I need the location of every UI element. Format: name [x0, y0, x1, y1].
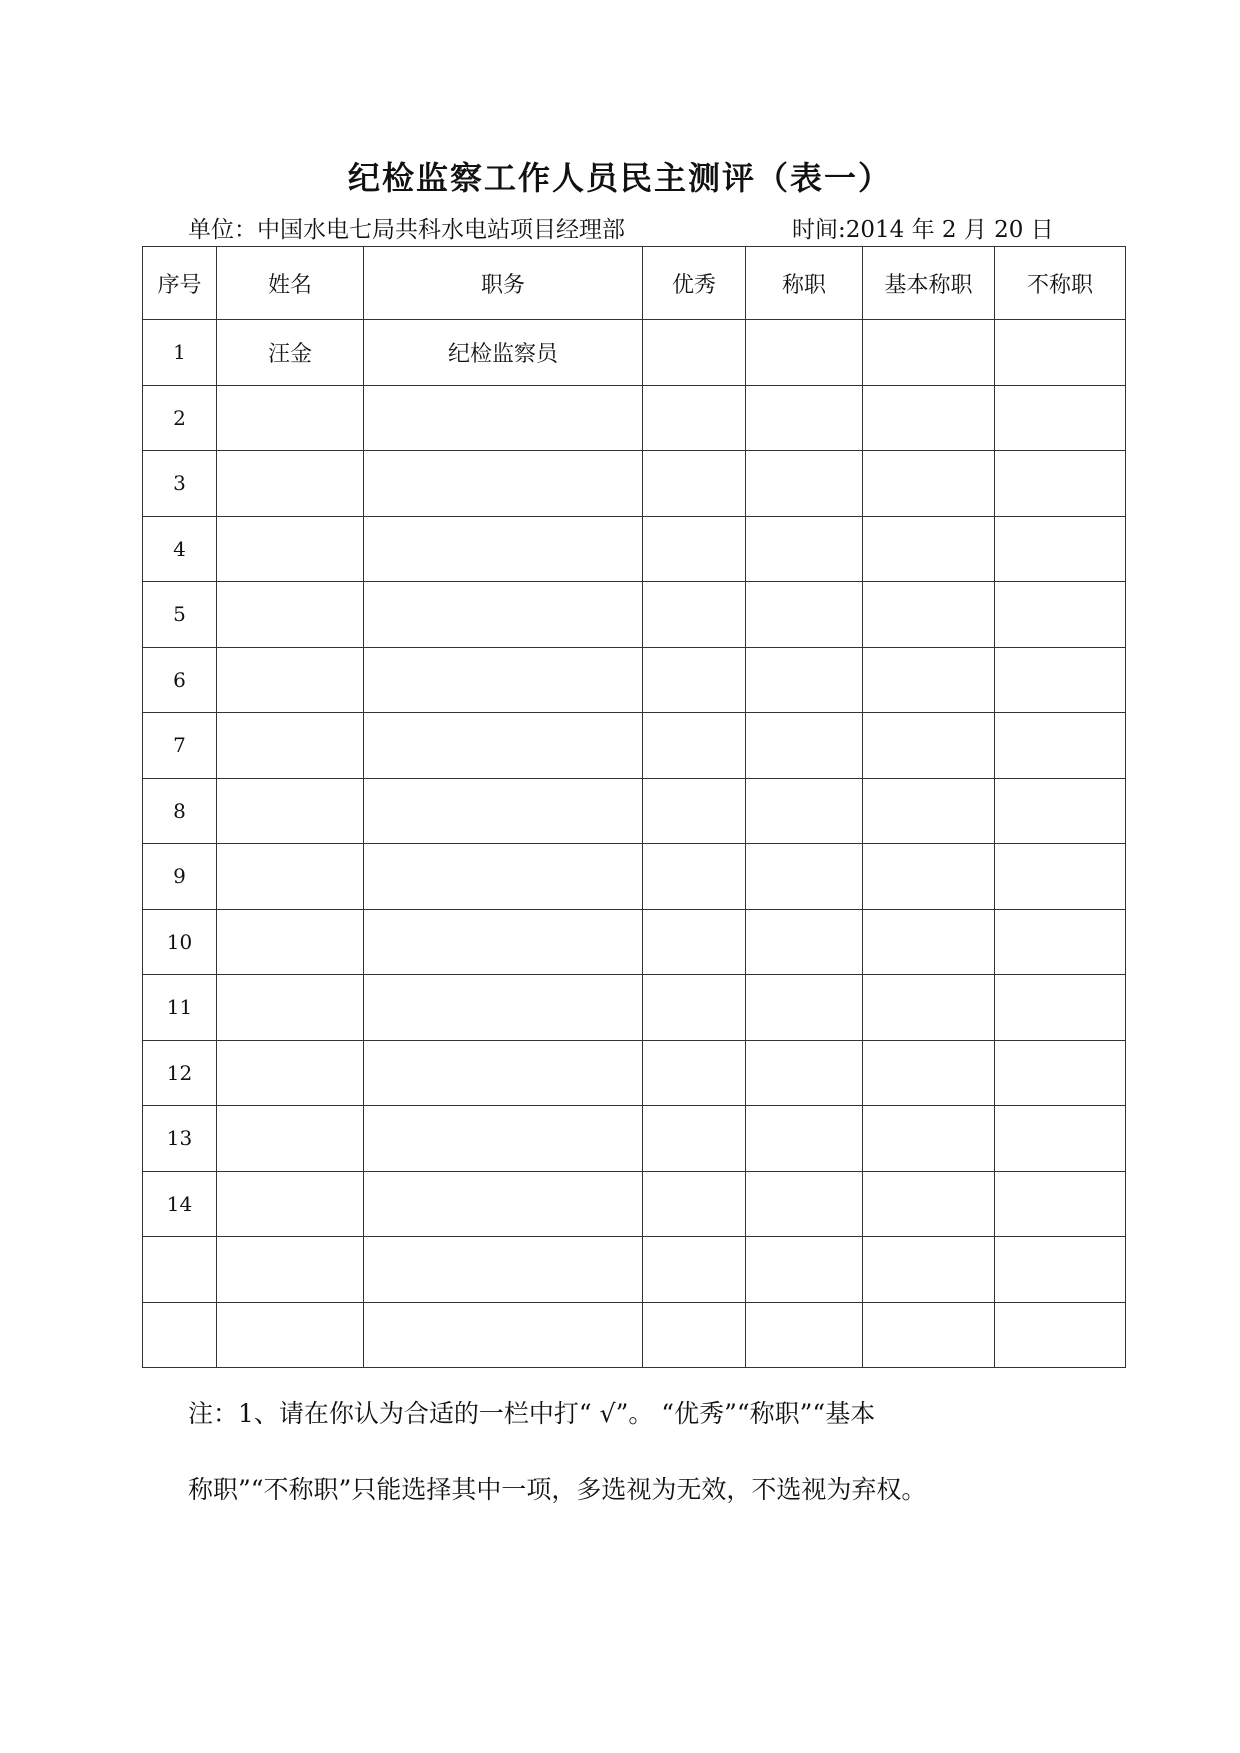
cell-incompetent[interactable] [995, 451, 1126, 517]
header-incompetent: 不称职 [995, 247, 1126, 320]
cell-incompetent[interactable] [995, 1106, 1126, 1172]
cell-competent[interactable] [746, 1237, 863, 1303]
cell-incompetent[interactable] [995, 1040, 1126, 1106]
cell-basically-competent[interactable] [863, 909, 995, 975]
cell-excellent[interactable] [643, 909, 746, 975]
cell-excellent[interactable] [643, 1106, 746, 1172]
cell-index [143, 1302, 217, 1368]
cell-competent[interactable] [746, 320, 863, 386]
table-row [143, 320, 1126, 386]
cell-position [364, 1302, 643, 1368]
cell-excellent[interactable] [643, 320, 746, 386]
table-row [143, 1302, 1126, 1368]
table-row [143, 516, 1126, 582]
cell-position [364, 975, 643, 1041]
cell-incompetent[interactable] [995, 385, 1126, 451]
cell-index: 12 [143, 1040, 217, 1106]
table-row [143, 582, 1126, 648]
cell-position [364, 909, 643, 975]
cell-index: 6 [143, 647, 217, 713]
cell-competent[interactable] [746, 778, 863, 844]
cell-competent[interactable] [746, 582, 863, 648]
cell-position [364, 844, 643, 910]
cell-competent[interactable] [746, 647, 863, 713]
cell-excellent[interactable] [643, 844, 746, 910]
cell-competent[interactable] [746, 1302, 863, 1368]
cell-competent[interactable] [746, 975, 863, 1041]
cell-position [364, 1237, 643, 1303]
cell-competent[interactable] [746, 713, 863, 779]
cell-incompetent[interactable] [995, 516, 1126, 582]
table-row [143, 385, 1126, 451]
cell-basically-competent[interactable] [863, 1302, 995, 1368]
cell-position [364, 713, 643, 779]
table-row [143, 1237, 1126, 1303]
cell-competent[interactable] [746, 1106, 863, 1172]
cell-name [217, 713, 364, 779]
cell-excellent[interactable] [643, 1040, 746, 1106]
cell-excellent[interactable] [643, 451, 746, 517]
cell-basically-competent[interactable] [863, 1040, 995, 1106]
cell-position [364, 647, 643, 713]
cell-incompetent[interactable] [995, 975, 1126, 1041]
cell-basically-competent[interactable] [863, 713, 995, 779]
cell-name: 汪金 [217, 320, 364, 386]
cell-name [217, 1040, 364, 1106]
table-row [143, 647, 1126, 713]
cell-index: 1 [143, 320, 217, 386]
cell-name [217, 844, 364, 910]
cell-position [364, 778, 643, 844]
cell-incompetent[interactable] [995, 320, 1126, 386]
cell-incompetent[interactable] [995, 1237, 1126, 1303]
header-competent: 称职 [746, 247, 863, 320]
cell-excellent[interactable] [643, 1302, 746, 1368]
cell-basically-competent[interactable] [863, 1171, 995, 1237]
cell-competent[interactable] [746, 516, 863, 582]
cell-position [364, 385, 643, 451]
cell-incompetent[interactable] [995, 1302, 1126, 1368]
cell-position [364, 582, 643, 648]
cell-index [143, 1237, 217, 1303]
cell-index: 7 [143, 713, 217, 779]
cell-excellent[interactable] [643, 516, 746, 582]
cell-index: 13 [143, 1106, 217, 1172]
cell-basically-competent[interactable] [863, 1106, 995, 1172]
cell-basically-competent[interactable] [863, 385, 995, 451]
cell-incompetent[interactable] [995, 647, 1126, 713]
cell-name [217, 909, 364, 975]
cell-index: 10 [143, 909, 217, 975]
table-row [143, 778, 1126, 844]
table-row [143, 844, 1126, 910]
cell-index: 14 [143, 1171, 217, 1237]
cell-competent[interactable] [746, 451, 863, 517]
table-row [143, 1040, 1126, 1106]
cell-index: 9 [143, 844, 217, 910]
cell-position [364, 1040, 643, 1106]
note-block [188, 1376, 1088, 1528]
cell-name [217, 1302, 364, 1368]
cell-position [364, 516, 643, 582]
cell-excellent[interactable] [643, 582, 746, 648]
note-line-2: 称职”“不称职”只能选择其中一项，多选视为无效，不选视为弃权。 [188, 1475, 927, 1504]
document-title: 纪检监察工作人员民主测评（表一） [347, 159, 892, 197]
cell-incompetent[interactable] [995, 582, 1126, 648]
cell-name [217, 647, 364, 713]
table-body [143, 320, 1126, 1368]
cell-competent[interactable] [746, 1171, 863, 1237]
table-row [143, 713, 1126, 779]
cell-position [364, 451, 643, 517]
table-row [143, 451, 1126, 517]
unit-line: 单位：中国水电七局共科水电站项目经理部 [188, 217, 625, 243]
cell-basically-competent[interactable] [863, 844, 995, 910]
cell-competent[interactable] [746, 1040, 863, 1106]
cell-incompetent[interactable] [995, 1171, 1126, 1237]
cell-excellent[interactable] [643, 1237, 746, 1303]
cell-basically-competent[interactable] [863, 516, 995, 582]
header-name: 姓名 [217, 247, 364, 320]
cell-name [217, 1106, 364, 1172]
cell-index: 5 [143, 582, 217, 648]
cell-index: 8 [143, 778, 217, 844]
cell-index: 2 [143, 385, 217, 451]
cell-basically-competent[interactable] [863, 451, 995, 517]
cell-competent[interactable] [746, 844, 863, 910]
header-excellent: 优秀 [643, 247, 746, 320]
cell-basically-competent[interactable] [863, 582, 995, 648]
cell-name [217, 385, 364, 451]
cell-incompetent[interactable] [995, 844, 1126, 910]
cell-incompetent[interactable] [995, 713, 1126, 779]
cell-position: 纪检监察员 [364, 320, 643, 386]
cell-position [364, 1171, 643, 1237]
cell-index: 3 [143, 451, 217, 517]
cell-excellent[interactable] [643, 713, 746, 779]
time-line: 时间:2014 年 2 月 20 日 [792, 217, 1054, 243]
cell-incompetent[interactable] [995, 778, 1126, 844]
table-header-row [143, 247, 1126, 320]
cell-basically-competent[interactable] [863, 647, 995, 713]
cell-index: 4 [143, 516, 217, 582]
cell-competent[interactable] [746, 909, 863, 975]
cell-name [217, 778, 364, 844]
cell-position [364, 1106, 643, 1172]
cell-index: 11 [143, 975, 217, 1041]
cell-name [217, 516, 364, 582]
cell-basically-competent[interactable] [863, 1237, 995, 1303]
cell-excellent[interactable] [643, 975, 746, 1041]
cell-excellent[interactable] [643, 647, 746, 713]
header-index: 序号 [143, 247, 217, 320]
cell-name [217, 451, 364, 517]
cell-excellent[interactable] [643, 1171, 746, 1237]
evaluation-table [142, 246, 1126, 1368]
cell-basically-competent[interactable] [863, 975, 995, 1041]
table-row [143, 1171, 1126, 1237]
cell-basically-competent[interactable] [863, 320, 995, 386]
cell-name [217, 582, 364, 648]
table-row [143, 1106, 1126, 1172]
cell-excellent[interactable] [643, 385, 746, 451]
note-line-1: 注：1、请在你认为合适的一栏中打“ √”。 “优秀”“称职”“基本 [188, 1399, 876, 1428]
cell-competent[interactable] [746, 385, 863, 451]
cell-incompetent[interactable] [995, 909, 1126, 975]
cell-name [217, 975, 364, 1041]
header-basically-competent: 基本称职 [863, 247, 995, 320]
cell-name [217, 1171, 364, 1237]
cell-name [217, 1237, 364, 1303]
header-position: 职务 [364, 247, 643, 320]
table-row [143, 909, 1126, 975]
table-row [143, 975, 1126, 1041]
cell-basically-competent[interactable] [863, 778, 995, 844]
cell-excellent[interactable] [643, 778, 746, 844]
